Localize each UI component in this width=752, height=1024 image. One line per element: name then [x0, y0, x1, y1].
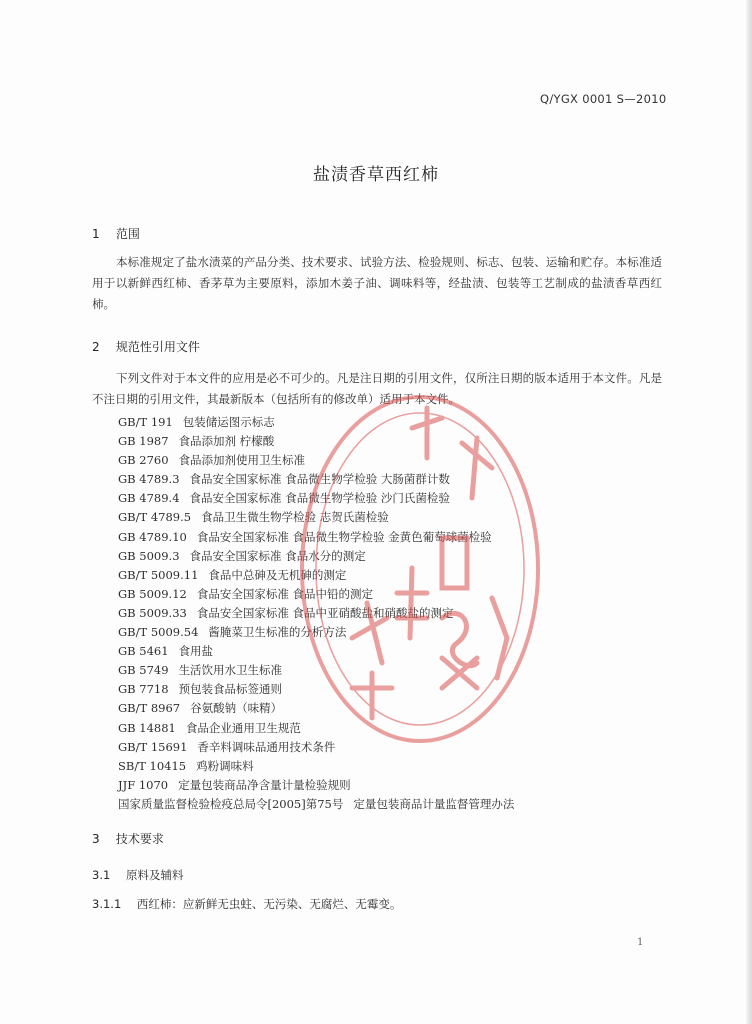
section-1-body: 本标准规定了盐水渍菜的产品分类、技术要求、试验方法、检验规则、标志、包装、运输和贮存。本标准适用于以新鲜西红柿、香茅草为主要原料，添加木姜子油、调味料等，经盐渍、包装等工艺制成的盐渍香草西红柿。 [92, 255, 662, 311]
reference-code: GB 4789.4 [118, 491, 180, 506]
reference-code: GB 4789.3 [118, 472, 180, 487]
reference-item [118, 413, 638, 432]
reference-title: 食品安全国家标准 食品中亚硝酸盐和硝酸盐的测定 [196, 605, 454, 620]
reference-item [118, 508, 638, 527]
reference-item [118, 528, 638, 547]
section-number: 3 [92, 832, 100, 846]
reference-item [118, 699, 638, 718]
reference-title: 食品中总砷及无机砷的测定 [208, 567, 347, 582]
standard-code: Q/YGX 0001 S—2010 [540, 92, 667, 106]
subsection-text: 西红柿：应新鲜无虫蛀、无污染、无腐烂、无霉变。 [136, 897, 402, 911]
subsection-3-1 [92, 867, 183, 883]
reference-title: 包装储运图示标志 [182, 415, 275, 429]
reference-item [118, 585, 638, 604]
section-3-heading [92, 830, 164, 847]
reference-title: 食品添加剂使用卫生标准 [178, 453, 306, 468]
section-2-intro: 下列文件对于本文件的应用是必不可少的。凡是注日期的引用文件，仅所注日期的版本适用于本文件。凡是不注日期的引用文件，其最新版本（包括所有的修改单）适用于本文件。 [92, 371, 662, 406]
reference-item [118, 566, 638, 585]
reference-title: 食品安全国家标准 食品微生物学检验 金黄色葡萄球菌检验 [196, 529, 492, 544]
reference-title: 食品添加剂 柠檬酸 [178, 434, 275, 449]
reference-title: 定量包装商品计量监督管理办法 [353, 796, 515, 811]
reference-item [118, 623, 638, 642]
reference-code: GB/T 5009.11 [118, 567, 199, 582]
reference-list [118, 413, 638, 814]
subsection-3-1-1 [92, 896, 401, 912]
section-2-heading [92, 338, 200, 355]
reference-item [118, 757, 638, 776]
reference-item [118, 795, 638, 814]
reference-title: 食品卫生微生物学检验 志贺氏菌检验 [201, 510, 389, 525]
page-number: 1 [637, 937, 644, 948]
reference-title: 谷氨酸钠（味精） [190, 701, 283, 716]
reference-code: GB 5749 [118, 663, 169, 678]
reference-code: GB 5009.12 [118, 586, 187, 601]
reference-title: 食品安全国家标准 食品微生物学检验 大肠菌群计数 [189, 472, 450, 487]
reference-item [118, 776, 638, 795]
reference-code: GB 4789.10 [118, 529, 187, 544]
reference-item [118, 470, 638, 489]
page-edge-shadow [746, 0, 752, 1024]
reference-code: GB/T 4789.5 [118, 510, 192, 525]
reference-item [118, 661, 638, 680]
section-title: 技术要求 [115, 832, 164, 846]
reference-item [118, 451, 638, 470]
reference-item [118, 489, 638, 508]
reference-code: GB 7718 [118, 682, 169, 697]
reference-title: 食品安全国家标准 食品水分的测定 [189, 548, 366, 563]
reference-code: GB/T 191 [118, 415, 173, 429]
reference-code: GB/T 8967 [118, 701, 181, 716]
reference-item [118, 432, 638, 451]
subsection-title: 原料及辅料 [125, 868, 184, 882]
reference-title: 定量包装商品净含量计量检验规则 [178, 777, 351, 792]
reference-code: SB/T 10415 [118, 758, 187, 773]
subsection-number: 3.1.1 [92, 897, 122, 911]
section-title: 范围 [115, 227, 140, 241]
section-1-heading [92, 225, 140, 242]
reference-item [118, 719, 638, 738]
reference-title: 香辛料调味品通用技术条件 [197, 739, 336, 754]
reference-title: 食品企业通用卫生规范 [185, 720, 301, 735]
reference-code: GB 2760 [118, 453, 169, 468]
reference-code: 国家质量监督检验检疫总局令[2005]第75号 [118, 796, 344, 811]
page-title: 盐渍香草西红柿 [313, 165, 439, 185]
reference-title: 鸡粉调味料 [196, 758, 254, 773]
reference-item [118, 547, 638, 566]
subsection-number: 3.1 [92, 868, 111, 882]
reference-code: GB 5009.3 [118, 548, 180, 563]
reference-title: 预包装食品标签通则 [178, 682, 283, 697]
reference-item [118, 680, 638, 699]
reference-item [118, 642, 638, 661]
section-title: 规范性引用文件 [115, 340, 200, 354]
reference-code: GB/T 15691 [118, 739, 188, 754]
reference-title: 食品安全国家标准 食品微生物学检验 沙门氏菌检验 [189, 491, 450, 506]
reference-item [118, 738, 638, 757]
reference-item [118, 604, 638, 623]
reference-code: GB 5009.33 [118, 605, 187, 620]
reference-code: GB/T 5009.54 [118, 625, 199, 640]
reference-title: 食品安全国家标准 食品中铅的测定 [196, 586, 374, 601]
reference-code: JJF 1070 [118, 777, 169, 792]
reference-code: GB 14881 [118, 720, 176, 735]
reference-title: 食用盐 [178, 644, 214, 659]
reference-title: 生活饮用水卫生标准 [178, 663, 283, 678]
section-number: 2 [92, 340, 100, 354]
section-number: 1 [92, 227, 100, 241]
reference-code: GB 1987 [118, 434, 169, 449]
reference-code: GB 5461 [118, 644, 169, 659]
reference-title: 酱腌菜卫生标准的分析方法 [208, 625, 347, 640]
